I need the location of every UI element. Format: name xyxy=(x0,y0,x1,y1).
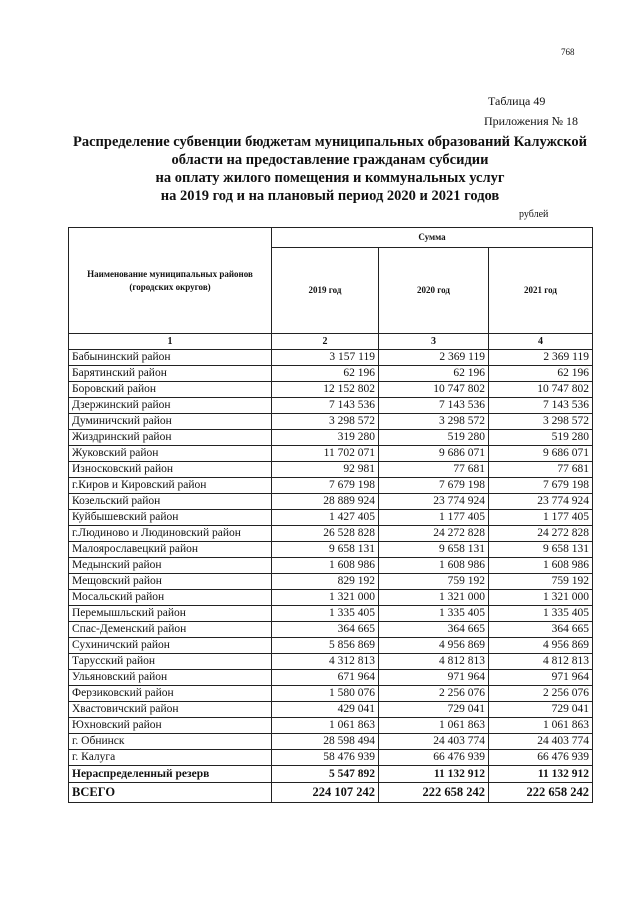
district-name: Юхновский район xyxy=(69,718,272,734)
value-2021: 9 686 071 xyxy=(489,446,593,462)
table-row xyxy=(69,750,593,766)
table-row xyxy=(69,574,593,590)
title-line-2: области на предоставление гражданам субсидии xyxy=(171,152,489,168)
table-row xyxy=(69,606,593,622)
value-2019: 364 665 xyxy=(272,622,379,638)
value-2021: 971 964 xyxy=(489,670,593,686)
unit-label: рублей xyxy=(519,209,549,220)
value-2019: 62 196 xyxy=(272,366,379,382)
title-line-4: на 2019 год и на плановый период 2020 и 2021 годов xyxy=(160,188,500,204)
total-2019: 224 107 242 xyxy=(272,783,379,803)
table-row xyxy=(69,622,593,638)
district-name: Ферзиковский район xyxy=(69,686,272,702)
value-2019: 829 192 xyxy=(272,574,379,590)
value-2020: 519 280 xyxy=(379,430,489,446)
value-2020: 24 272 828 xyxy=(379,526,489,542)
page-number: 768 xyxy=(561,47,575,57)
value-2020: 4 956 869 xyxy=(379,638,489,654)
reserve-name: Нераспределенный резерв xyxy=(69,766,272,783)
value-2020: 1 321 000 xyxy=(379,590,489,606)
column-number-1: 1 xyxy=(69,334,272,350)
table-row xyxy=(69,430,593,446)
district-name: Боровский район xyxy=(69,382,272,398)
year-2019-header: 2019 год xyxy=(272,248,379,334)
value-2021: 66 476 939 xyxy=(489,750,593,766)
value-2019: 1 335 405 xyxy=(272,606,379,622)
table-row xyxy=(69,462,593,478)
value-2019: 1 580 076 xyxy=(272,686,379,702)
reserve-2019: 5 547 892 xyxy=(272,766,379,783)
header-row-sum xyxy=(69,228,593,248)
value-2021: 24 403 774 xyxy=(489,734,593,750)
district-name: Хвастовичский район xyxy=(69,702,272,718)
value-2021: 519 280 xyxy=(489,430,593,446)
value-2020: 9 686 071 xyxy=(379,446,489,462)
table-row xyxy=(69,478,593,494)
table-row xyxy=(69,638,593,654)
value-2020: 3 298 572 xyxy=(379,414,489,430)
total-row xyxy=(69,783,593,803)
value-2021: 7 143 536 xyxy=(489,398,593,414)
value-2020: 1 335 405 xyxy=(379,606,489,622)
value-2019: 1 061 863 xyxy=(272,718,379,734)
district-name: г.Киров и Кировский район xyxy=(69,478,272,494)
table-row xyxy=(69,526,593,542)
value-2021: 23 774 924 xyxy=(489,494,593,510)
value-2021: 1 177 405 xyxy=(489,510,593,526)
year-2021-header: 2021 год xyxy=(489,248,593,334)
table-row xyxy=(69,510,593,526)
value-2020: 77 681 xyxy=(379,462,489,478)
value-2020: 9 658 131 xyxy=(379,542,489,558)
table-row xyxy=(69,686,593,702)
value-2021: 3 298 572 xyxy=(489,414,593,430)
table-row xyxy=(69,702,593,718)
value-2020: 759 192 xyxy=(379,574,489,590)
district-name: Сухиничский район xyxy=(69,638,272,654)
value-2019: 429 041 xyxy=(272,702,379,718)
value-2021: 1 321 000 xyxy=(489,590,593,606)
table-label: Таблица 49 xyxy=(488,94,546,108)
value-2020: 971 964 xyxy=(379,670,489,686)
total-2020: 222 658 242 xyxy=(379,783,489,803)
value-2021: 9 658 131 xyxy=(489,542,593,558)
table-row xyxy=(69,414,593,430)
table-body xyxy=(69,350,593,766)
column-number-2: 2 xyxy=(272,334,379,350)
value-2020: 7 679 198 xyxy=(379,478,489,494)
value-2020: 729 041 xyxy=(379,702,489,718)
value-2019: 5 856 869 xyxy=(272,638,379,654)
district-name: Бабынинский район xyxy=(69,350,272,366)
value-2021: 2 369 119 xyxy=(489,350,593,366)
district-name: Козельский район xyxy=(69,494,272,510)
district-name: Медынский район xyxy=(69,558,272,574)
value-2020: 1 061 863 xyxy=(379,718,489,734)
value-2019: 3 298 572 xyxy=(272,414,379,430)
table-row xyxy=(69,654,593,670)
value-2020: 2 369 119 xyxy=(379,350,489,366)
value-2019: 4 312 813 xyxy=(272,654,379,670)
district-name: г. Обнинск xyxy=(69,734,272,750)
table-row xyxy=(69,494,593,510)
value-2020: 2 256 076 xyxy=(379,686,489,702)
value-2019: 12 152 802 xyxy=(272,382,379,398)
value-2019: 58 476 939 xyxy=(272,750,379,766)
reserve-2021: 11 132 912 xyxy=(489,766,593,783)
table-row xyxy=(69,734,593,750)
value-2019: 28 598 494 xyxy=(272,734,379,750)
value-2019: 92 981 xyxy=(272,462,379,478)
total-name: ВСЕГО xyxy=(69,783,272,803)
value-2019: 26 528 828 xyxy=(272,526,379,542)
table-row xyxy=(69,446,593,462)
title-line-3: на оплату жилого помещения и коммунальных услуг xyxy=(155,170,505,186)
value-2021: 77 681 xyxy=(489,462,593,478)
subvention-table xyxy=(68,227,593,803)
value-2021: 1 608 986 xyxy=(489,558,593,574)
value-2020: 364 665 xyxy=(379,622,489,638)
value-2021: 1 335 405 xyxy=(489,606,593,622)
district-name: г. Калуга xyxy=(69,750,272,766)
district-name: Мосальский район xyxy=(69,590,272,606)
value-2020: 1 177 405 xyxy=(379,510,489,526)
value-2021: 7 679 198 xyxy=(489,478,593,494)
year-2020-header: 2020 год xyxy=(379,248,489,334)
value-2019: 7 143 536 xyxy=(272,398,379,414)
district-name: Думиничский район xyxy=(69,414,272,430)
table-row xyxy=(69,558,593,574)
value-2019: 319 280 xyxy=(272,430,379,446)
value-2020: 66 476 939 xyxy=(379,750,489,766)
title-line-1: Распределение субвенции бюджетам муниципальных образований Калужской xyxy=(72,134,588,150)
district-name: г.Людиново и Людиновский район xyxy=(69,526,272,542)
district-name: Дзержинский район xyxy=(69,398,272,414)
value-2020: 7 143 536 xyxy=(379,398,489,414)
value-2019: 7 679 198 xyxy=(272,478,379,494)
district-name: Мещовский район xyxy=(69,574,272,590)
value-2020: 23 774 924 xyxy=(379,494,489,510)
appendix-label: Приложения № 18 xyxy=(484,114,579,128)
district-name: Спас-Деменский район xyxy=(69,622,272,638)
value-2021: 4 956 869 xyxy=(489,638,593,654)
column-number-3: 3 xyxy=(379,334,489,350)
value-2020: 1 608 986 xyxy=(379,558,489,574)
district-name: Жуковский район xyxy=(69,446,272,462)
district-name: Ульяновский район xyxy=(69,670,272,686)
value-2021: 4 812 813 xyxy=(489,654,593,670)
value-2019: 9 658 131 xyxy=(272,542,379,558)
table-row xyxy=(69,542,593,558)
district-name: Тарусский район xyxy=(69,654,272,670)
table-row xyxy=(69,366,593,382)
table-row xyxy=(69,382,593,398)
table-row xyxy=(69,350,593,366)
district-name: Куйбышевский район xyxy=(69,510,272,526)
value-2019: 1 427 405 xyxy=(272,510,379,526)
sum-group-header: Сумма xyxy=(272,228,593,248)
value-2020: 24 403 774 xyxy=(379,734,489,750)
district-name: Перемышльский район xyxy=(69,606,272,622)
column-number-4: 4 xyxy=(489,334,593,350)
value-2019: 671 964 xyxy=(272,670,379,686)
value-2019: 1 321 000 xyxy=(272,590,379,606)
reserve-2020: 11 132 912 xyxy=(379,766,489,783)
column-number-row xyxy=(69,334,593,350)
table-row xyxy=(69,398,593,414)
value-2021: 729 041 xyxy=(489,702,593,718)
table-row xyxy=(69,670,593,686)
reserve-row xyxy=(69,766,593,783)
name-column-header: Наименование муниципальных районов (городских округов) xyxy=(69,228,272,334)
value-2020: 62 196 xyxy=(379,366,489,382)
value-2021: 759 192 xyxy=(489,574,593,590)
value-2021: 24 272 828 xyxy=(489,526,593,542)
value-2020: 10 747 802 xyxy=(379,382,489,398)
value-2021: 10 747 802 xyxy=(489,382,593,398)
document-title xyxy=(60,133,600,205)
value-2019: 1 608 986 xyxy=(272,558,379,574)
district-name: Износковский район xyxy=(69,462,272,478)
value-2021: 62 196 xyxy=(489,366,593,382)
value-2020: 4 812 813 xyxy=(379,654,489,670)
value-2021: 364 665 xyxy=(489,622,593,638)
table-row xyxy=(69,590,593,606)
district-name: Малоярославецкий район xyxy=(69,542,272,558)
table-row xyxy=(69,718,593,734)
value-2021: 2 256 076 xyxy=(489,686,593,702)
district-name: Барятинский район xyxy=(69,366,272,382)
value-2021: 1 061 863 xyxy=(489,718,593,734)
value-2019: 3 157 119 xyxy=(272,350,379,366)
value-2019: 11 702 071 xyxy=(272,446,379,462)
total-2021: 222 658 242 xyxy=(489,783,593,803)
district-name: Жиздринский район xyxy=(69,430,272,446)
value-2019: 28 889 924 xyxy=(272,494,379,510)
